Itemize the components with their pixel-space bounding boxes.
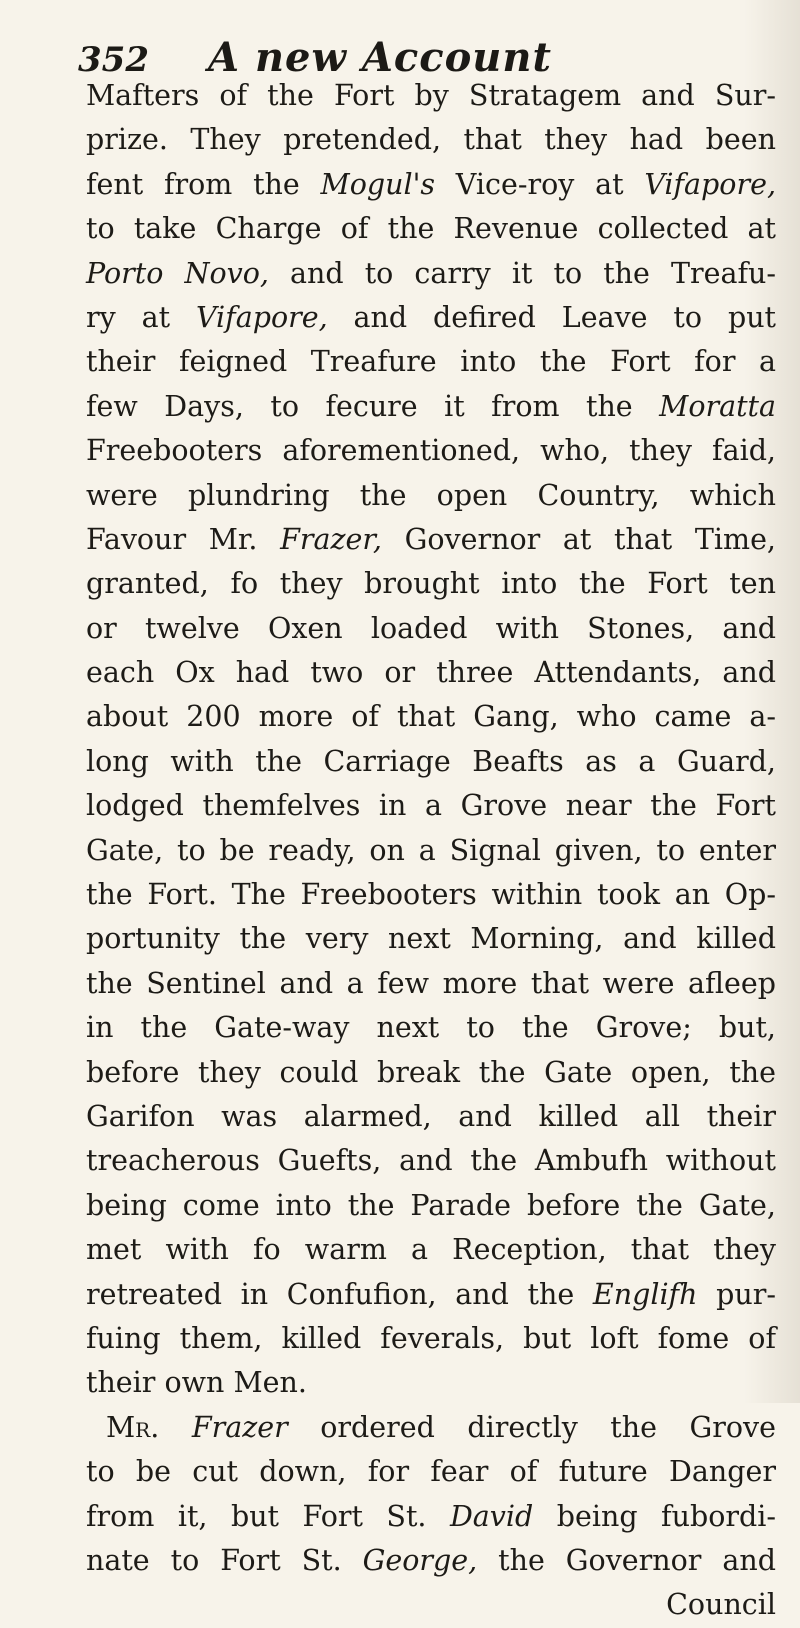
text-segment: pur- xyxy=(697,1277,776,1311)
text-segment: retreated in Confufion, and the xyxy=(86,1277,593,1311)
text-segment: to take Charge of the Revenue collected at xyxy=(86,212,776,246)
text-segment: fent from the xyxy=(86,167,321,201)
text-line xyxy=(86,340,776,384)
text-segment: Vice-roy at xyxy=(435,167,645,201)
text-line xyxy=(86,562,776,606)
text-segment xyxy=(159,1411,192,1444)
text-line xyxy=(86,1095,776,1139)
text-segment: David xyxy=(449,1499,534,1533)
text-segment: or twelve Oxen loaded with Stones, and xyxy=(86,611,776,645)
text-segment: before they could break the Gate open, the xyxy=(86,1055,776,1089)
text-line xyxy=(86,252,776,296)
text-line xyxy=(86,74,776,118)
text-line xyxy=(86,429,776,473)
text-line xyxy=(86,1273,776,1317)
text-line xyxy=(86,296,776,340)
text-line xyxy=(86,518,776,562)
text-segment: Gate, to be ready, on a Signal given, to enter xyxy=(86,833,776,867)
text-line xyxy=(86,1317,776,1361)
text-line xyxy=(86,1051,776,1095)
text-segment: from it, but Fort St. xyxy=(86,1499,450,1533)
text-segment: the Governor and xyxy=(477,1543,776,1577)
text-segment: Mafters of the Fort by Stratagem and Sur- xyxy=(86,79,776,112)
text-line xyxy=(86,207,776,251)
text-segment: being fubordi- xyxy=(533,1499,776,1533)
text-segment: each Ox had two or three Attendants, and xyxy=(86,656,776,690)
text-line xyxy=(86,1539,776,1583)
text-segment: their feigned Treafure into the Fort for a xyxy=(86,345,776,379)
text-line xyxy=(86,962,776,1006)
text-segment: George, xyxy=(362,1543,478,1577)
text-segment: in the Gate-way next to the Grove; but, xyxy=(86,1011,776,1045)
text-segment: treacherous Guefts, and the Ambufh without xyxy=(86,1144,776,1178)
text-segment: the Sentinel and a few more that were afleep xyxy=(86,966,776,1000)
text-line xyxy=(86,1228,776,1272)
text-segment: ordered directly the Grove xyxy=(287,1410,776,1444)
text-line xyxy=(86,607,776,651)
text-segment: were plundring the open Country, which xyxy=(86,478,776,512)
text-segment: Moratta xyxy=(659,389,776,423)
text-segment: the Fort. The Freebooters within took an Op- xyxy=(86,878,776,912)
text-segment: fuing them, killed feverals, but loft fome of xyxy=(86,1321,776,1355)
text-segment: about 200 more of that Gang, who came a- xyxy=(86,700,776,734)
text-line xyxy=(86,385,776,429)
text-segment: Englifh xyxy=(592,1277,698,1311)
text-segment: Vifapore, xyxy=(644,167,776,201)
text-segment: Garifon was alarmed, and killed all their xyxy=(86,1099,776,1133)
text-line xyxy=(86,1361,776,1405)
text-segment: ry at xyxy=(86,300,196,334)
text-line xyxy=(86,118,776,162)
text-line xyxy=(86,917,776,961)
text-segment: and to carry it to the Treafu- xyxy=(268,256,777,290)
text-line xyxy=(86,1406,776,1450)
text-segment: met with fo warm a Reception, that they xyxy=(86,1233,776,1267)
text-line xyxy=(86,474,776,518)
text-segment: nate to Fort St. xyxy=(86,1543,363,1577)
text-line xyxy=(86,1006,776,1050)
text-segment: Freebooters aforementioned, who, they faid, xyxy=(86,434,776,468)
text-segment: few Days, to fecure it from the xyxy=(86,389,660,423)
text-segment: and defired Leave to put xyxy=(327,300,776,334)
body-text xyxy=(86,74,776,1628)
text-line xyxy=(86,1495,776,1539)
text-segment: Porto Novo, xyxy=(86,256,269,290)
text-segment: portunity the very next Morning, and killed xyxy=(86,922,776,956)
text-segment: Governor at that Time, xyxy=(381,522,776,556)
text-line xyxy=(86,1450,776,1494)
text-line xyxy=(86,740,776,784)
text-segment: Frazer xyxy=(191,1410,288,1444)
text-line xyxy=(86,784,776,828)
text-segment: Vifapore, xyxy=(195,300,328,334)
text-segment: being come into the Parade before the Gate, xyxy=(86,1188,776,1222)
text-segment: to be cut down, for fear of future Danger xyxy=(86,1455,776,1489)
text-segment: prize. They pretended, that they had been xyxy=(86,123,776,157)
text-segment: long with the Carriage Beafts as a Guard, xyxy=(86,744,776,778)
text-line xyxy=(86,651,776,695)
text-line xyxy=(86,695,776,739)
running-head: A new Account xyxy=(208,34,552,81)
text-segment: Council xyxy=(666,1588,776,1622)
text-segment: Favour Mr. xyxy=(86,522,281,556)
text-segment: Mogul's xyxy=(320,167,436,201)
text-segment: Mr. xyxy=(106,1410,160,1444)
text-line xyxy=(86,829,776,873)
text-line xyxy=(86,163,776,207)
text-line xyxy=(86,873,776,917)
text-line xyxy=(86,1184,776,1228)
catchword-line xyxy=(86,1583,776,1627)
text-line xyxy=(86,1139,776,1183)
text-segment: lodged themfelves in a Grove near the Fort xyxy=(86,789,776,823)
text-segment: granted, fo they brought into the Fort ten xyxy=(86,567,776,601)
text-segment: Frazer, xyxy=(280,522,382,556)
page-number: 352 xyxy=(78,40,149,80)
text-segment: their own Men. xyxy=(86,1366,307,1400)
